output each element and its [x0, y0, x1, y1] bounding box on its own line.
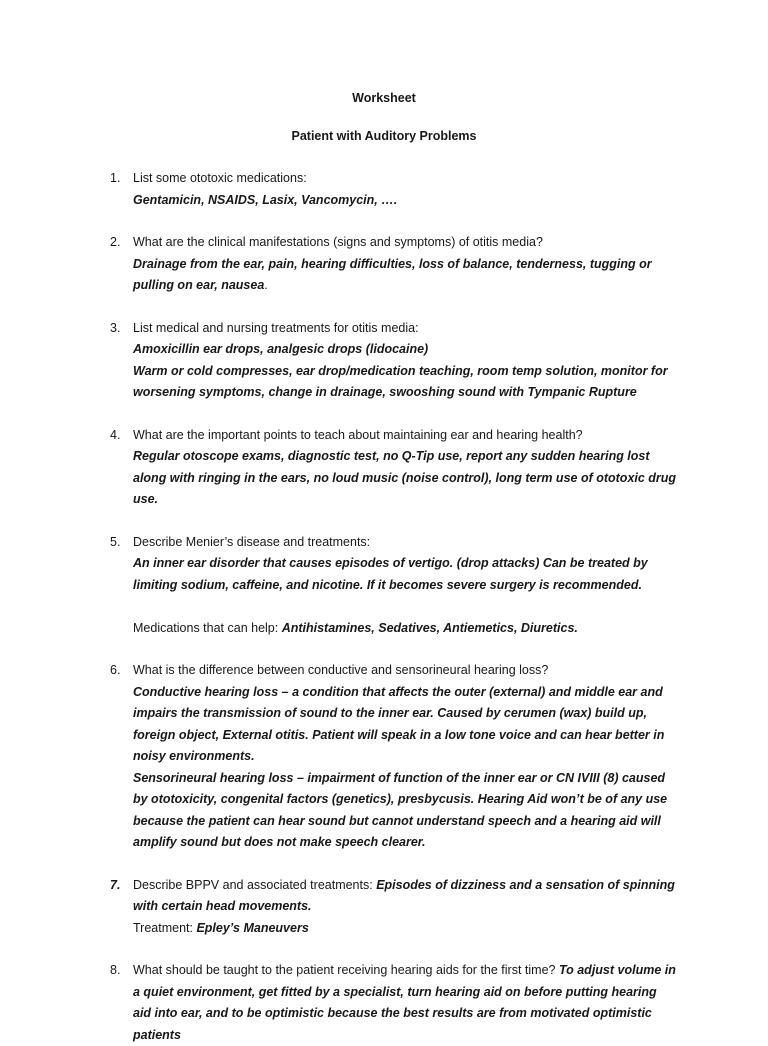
question-item-3 — [90, 318, 678, 404]
blank-line — [133, 596, 678, 618]
question-text — [133, 960, 678, 1046]
answer-text: Episodes of dizziness and a sensation of spinning with certain head movements. — [133, 877, 675, 913]
answer-text: Drainage from the ear, pain, hearing difficulties, loss of balance, tenderness, tugging or pulling on ear, nausea — [133, 256, 652, 292]
question-number: 1. — [110, 171, 121, 185]
question-item-8 — [90, 960, 678, 1046]
question-item-5 — [90, 532, 678, 640]
answer-line: Amoxicillin ear drops, analgesic drops (lidocaine) — [133, 342, 429, 356]
followup-line — [133, 918, 678, 940]
question-prompt: Describe BPPV and associated treatments: — [133, 877, 377, 892]
answer-line: An inner ear disorder that causes episodes of vertigo. (drop attacks) Can be treated by limiting sodium, caffeine, and nicotine. If it becomes severe surgery is recommended. — [133, 556, 648, 592]
answer-line: Sensorineural hearing loss – impairment of function of the inner ear or CN IVIII (8) caused by ototoxicity, congenital factors (genetics), presbycusis. Hearing Aid won’t be of any use because the patient can hear sound but cannot understand speech and a hearing aid will amplify sound but does not make speech clearer. — [133, 770, 668, 849]
question-number: 7. — [110, 877, 121, 892]
followup-line — [133, 618, 678, 640]
question-text: Describe Menier’s disease and treatments: — [133, 534, 371, 549]
document-title: Worksheet — [352, 91, 416, 105]
question-list — [90, 168, 678, 1046]
question-text: List some ototoxic medications: — [133, 171, 307, 185]
question-item-4 — [90, 425, 678, 511]
question-text: What is the difference between conductive and sensorineural hearing loss? — [133, 663, 549, 677]
question-item-1 — [90, 168, 678, 211]
question-text — [133, 875, 678, 918]
answer-line: Warm or cold compresses, ear drop/medication teaching, room temp solution, monitor for worsening symptoms, change in drainage, swooshing sound with Tympanic Rupture — [133, 363, 668, 399]
question-prompt: What should be taught to the patient receiving hearing aids for the first time? — [133, 963, 559, 977]
answer-line — [133, 254, 678, 297]
question-number: 5. — [110, 534, 121, 549]
answer-line: Conductive hearing loss – a condition that affects the outer (external) and middle ear and impairs the transmission of sound to the inner ear. Caused by cerumen (wax) build up, foreign object, External otitis. Patient will speak in a low tone voice and can hear better in noisy environments. — [133, 684, 665, 763]
followup-label: Treatment: — [133, 920, 197, 935]
question-text: What are the clinical manifestations (signs and symptoms) of otitis media? — [133, 235, 543, 249]
followup-label: Medications that can help: — [133, 620, 282, 635]
question-text: What are the important points to teach about maintaining ear and hearing health? — [133, 427, 583, 442]
question-text: List medical and nursing treatments for otitis media: — [133, 320, 419, 335]
question-number: 3. — [110, 320, 121, 335]
followup-answer: Epley’s Maneuvers — [196, 920, 309, 935]
question-item-7 — [90, 875, 678, 940]
followup-answer: Antihistamines, Sedatives, Antiemetics, Diuretics. — [281, 620, 578, 635]
question-number: 8. — [110, 963, 121, 977]
answer-text: To adjust volume in a quiet environment, get fitted by a specialist, turn hearing aid on before putting hearing aid into ear, and to be optimistic because the best results are from motivated optimistic patients — [133, 963, 676, 1042]
answer-trailing-punctuation: . — [264, 278, 268, 292]
answer-line: Gentamicin, NSAIDS, Lasix, Vancomycin, …. — [133, 192, 398, 207]
answer-line: Regular otoscope exams, diagnostic test, no Q-Tip use, report any sudden hearing lost along with ringing in the ears, no loud music (noise control), long term use of ototoxic drug use. — [133, 449, 677, 506]
document-subtitle: Patient with Auditory Problems — [291, 129, 477, 143]
question-number: 2. — [110, 235, 121, 249]
question-number: 4. — [110, 427, 121, 442]
question-number: 6. — [110, 663, 121, 677]
question-item-6 — [90, 660, 678, 854]
question-item-2 — [90, 232, 678, 297]
